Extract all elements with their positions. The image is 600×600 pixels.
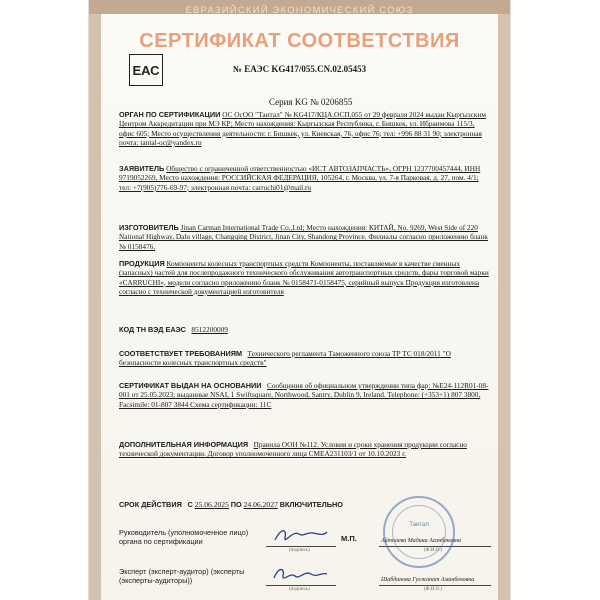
expert-signature-caption: (подпись) [289, 587, 310, 592]
organ-section [119, 110, 491, 147]
validity-to: 24.06.2027 [243, 500, 278, 509]
expert-signature-line [266, 585, 336, 586]
validity-suffix: ВКЛЮЧИТЕЛЬНО [279, 500, 343, 509]
tnved-label: КОД ТН ВЭД ЕАЭС [119, 325, 186, 334]
product-label: ПРОДУКЦИЯ [119, 259, 165, 268]
basis-text: Сообщения об официальном утверждении типа фар: №E24-112R01-08-001 от 25.05.2023; выданные NSAI, 1 Swiftsquare, Northwood, Santry, Dublin 9, Ireland. Telephone: (+353+1) 807 3800, Facsimile: 01-807 3844 Схема сертификации: 11С [119, 381, 489, 409]
product-text: Компоненты колесных транспортных средств Компоненты, поставляемые в качестве сменных (запасных) частей для послепродажного технического обслуживания автотранспортных средств, фары торговой марки «CARRUCHI», модели согласно приложению бланк № 0158471-0158475, серийный выпуск Продукция изготовлена согласно с технической документацией изготовителя [119, 259, 489, 296]
head-signature-line [266, 546, 336, 547]
applicant-label: ЗАЯВИТЕЛЬ [119, 164, 165, 173]
union-name: ЕВРАЗИЙСКИЙ ЭКОНОМИЧЕСКИЙ СОЮЗ [185, 5, 414, 16]
head-name: Айтпаева Мадина Асанбековна [381, 538, 462, 544]
expert-name-line [379, 585, 491, 586]
stamp-text: Тантал [409, 522, 429, 528]
additional-section [119, 440, 491, 459]
manufacturer-label: ИЗГОТОВИТЕЛЬ [119, 223, 179, 232]
expert-signature-label [119, 567, 269, 586]
additional-label: ДОПОЛНИТЕЛЬНАЯ ИНФОРМАЦИЯ [119, 440, 249, 449]
certificate-body [101, 14, 498, 600]
expert-fio-caption: (Ф.И.О.) [424, 587, 443, 592]
requirements-text: Технического регламента Таможенного союза ТР ТС 018/2011 "О безопасности колесных транспортных средств" [119, 349, 451, 368]
validity-from: 25.06.2025 [194, 500, 229, 509]
manufacturer-text: Jinan Carman International Trade Co.,Ltd; Место нахождения: КИТАЙ, No. 9269, West Side of 220 National Highway, Dalu village, Changqing District, Jinan City, Shandong Province. Филиалы согласно приложению бланк № 0158476. [119, 223, 488, 251]
certificate-number: № ЕАЭС KG417/055.CN.02.05453 [232, 64, 367, 74]
expert-signature [271, 564, 331, 586]
validity-label: СРОК ДЕЙСТВИЯ [119, 500, 182, 509]
form-series: Серия KG № 0206855 [269, 97, 353, 107]
additional-text: Правила ООН №112. Условия и сроки хранения продукции согласно технической документации. Договор уполномоченного лица СМЕА231103/1 от 10.10.2023 г. [119, 440, 467, 459]
expert-label: Эксперт (эксперт-аудитор) (эксперты (эксперты-аудиторы)) [119, 567, 245, 586]
eac-logo-text: ЕАС [132, 63, 160, 78]
certificate-title: СЕРТИФИКАТ СООТВЕТСТВИЯ [139, 30, 460, 52]
head-fio-caption: (Ф.И.О.) [424, 548, 443, 553]
basis-label: СЕРТИФИКАТ ВЫДАН НА ОСНОВАНИИ [119, 381, 262, 390]
manufacturer-section [119, 223, 491, 251]
mp-label: М.П. [341, 534, 357, 543]
validity-from-prefix: С [187, 500, 193, 509]
head-signature-label [119, 528, 269, 547]
organ-text: ОС ОсОО "Тантал" № KG417/КЦА.ОСП.055 от 29 февраля 2024 выдан Кыргызским Центром Аккредитации при МЭ КР; Место нахождения: Кыргызская Республика, г. Бишкек, ул. Ибраимова 115/3, офис 605; Место осуществления деятельности: г. Бишкек, ул. Киевская, 76, офис 76; тел: +996 88 31 90; электронная почта: tantal-oc@yandex.ru [119, 110, 486, 147]
product-section [119, 259, 491, 296]
tnved-section [119, 325, 491, 334]
left-border [89, 14, 101, 600]
expert-name: Шабданова Гулжанат Аманбековна [381, 577, 475, 583]
right-border [498, 14, 510, 600]
basis-section [119, 381, 491, 409]
certificate-sheet [89, 0, 510, 600]
applicant-section [119, 164, 491, 192]
organization-stamp [383, 496, 455, 568]
validity-to-prefix: ПО [230, 500, 242, 509]
requirements-section [119, 349, 491, 368]
requirements-label: СООТВЕТСТВУЕТ ТРЕБОВАНИЯМ [119, 349, 243, 358]
head-signature [271, 524, 331, 546]
top-banner [89, 0, 510, 14]
head-label: Руководитель (уполномоченное лицо) органа по сертификации [119, 528, 249, 547]
applicant-text: Общество с ограниченной ответственностью «ИСТ АВТОЗАПЧАСТЬ», ОГРН 1237700457444, ИНН 9719052269, Место нахождения: РОССИЙСКАЯ ФЕДЕРАЦИЯ, 105264, г. Москва, ул. 7-я Парковая, д. 27, пом. 4/1; тел: +7(905)776-69-97; электронная почта: carruchi01@mail.ru [119, 164, 481, 192]
stamp-inner-ring [392, 505, 446, 559]
organ-label: ОРГАН ПО СЕРТИФИКАЦИИ [119, 110, 221, 119]
tnved-code: 8512200009 [191, 325, 228, 334]
head-signature-caption: (подпись) [289, 548, 310, 553]
